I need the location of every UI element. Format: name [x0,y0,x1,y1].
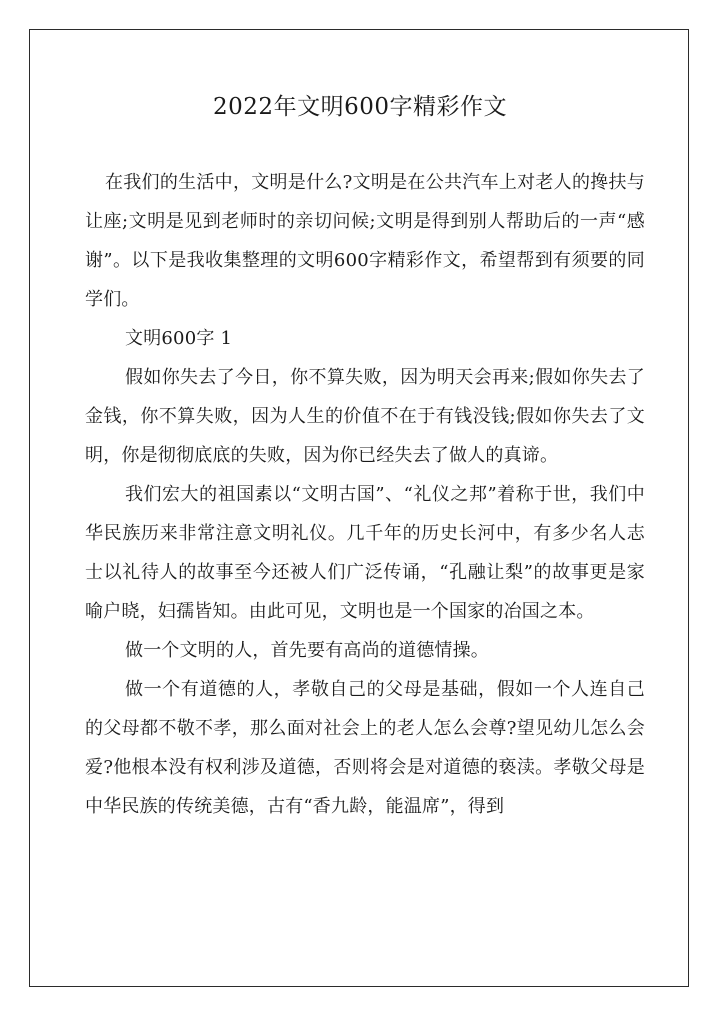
body-paragraph-4: 做一个有道德的人，孝敬自己的父母是基础，假如一个人连自己的父母都不敬不孝，那么面对社会上的老人怎么会尊?望见幼儿怎么会爱?他根本没有权利涉及道德，否则将会是对道德的亵渎。孝敬父母是中华民族的传统美德，古有“香九龄，能温席”，得到 [85,679,645,817]
section-heading: 文明600字 1 [125,328,233,349]
document-title: 2022年文明600字精彩作文 [213,94,507,120]
body-paragraph-3: 做一个文明的人，首先要有高尚的道德情操。 [125,640,489,661]
body-paragraph-2: 我们宏大的祖国素以“文明古国”、“礼仪之邦”着称于世，我们中华民族历来非常注意文明礼仪。几千年的历史长河中，有多少名人志士以礼待人的故事至今还被人们广泛传诵，“孔融让梨”的故事更是家喻户晓，妇孺皆知。由此可见，文明也是一个国家的冶国之本。 [85,484,645,622]
intro-paragraph: 在我们的生活中，文明是什么?文明是在公共汽车上对老人的搀扶与让座;文明是见到老师时的亲切问候;文明是得到别人帮助后的一声“感谢”。以下是我收集整理的文明600字精彩作文，希望帮到有须要的同学们。 [85,172,645,310]
document-body [85,163,645,826]
body-paragraph-1: 假如你失去了今日，你不算失败，因为明天会再来;假如你失去了金钱，你不算失败，因为人生的价值不在于有钱没钱;假如你失去了文明，你是彻彻底底的失败，因为你已经失去了做人的真谛。 [85,367,645,466]
